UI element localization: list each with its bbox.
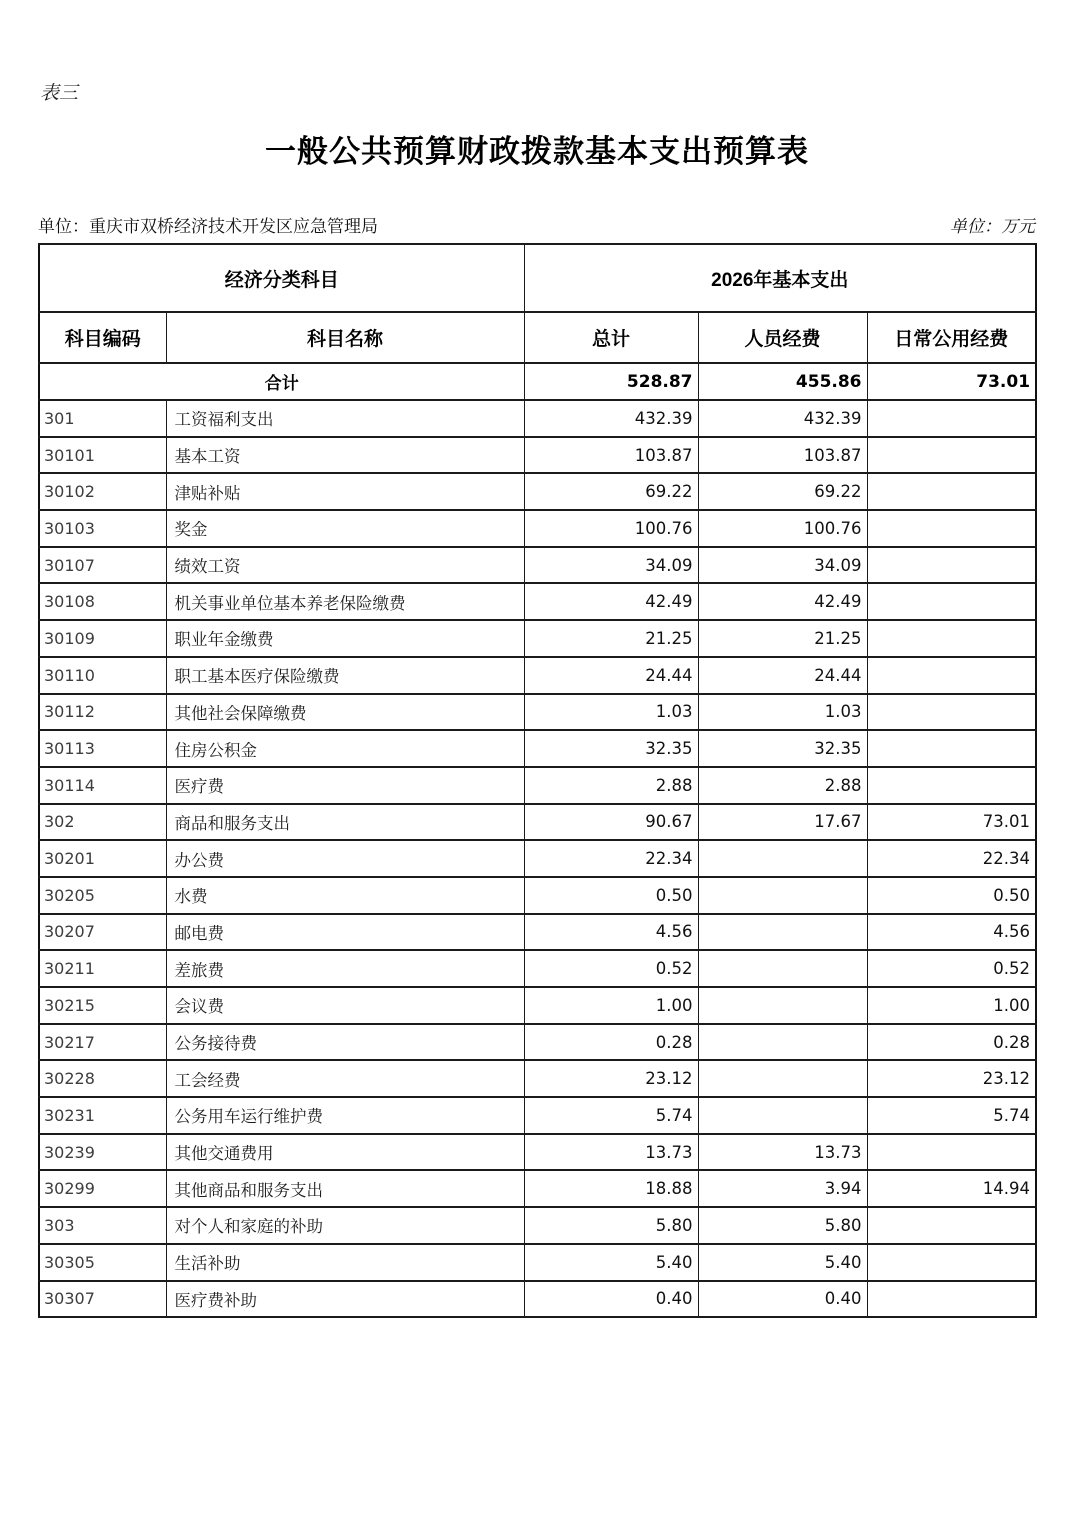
- col-header-grand-total: 总计: [524, 312, 698, 363]
- cell-subject-code: 30305: [39, 1244, 166, 1281]
- cell-daily-public: 4.56: [867, 914, 1036, 951]
- cell-subject-name: 医疗费补助: [166, 1281, 524, 1318]
- cell-subject-name: 商品和服务支出: [166, 804, 524, 841]
- table-row: [39, 1207, 1036, 1244]
- col-header-subject-name: 科目名称: [166, 312, 524, 363]
- table-number-label: 表三: [40, 82, 79, 104]
- cell-subject-name: 公务用车运行维护费: [166, 1097, 524, 1134]
- cell-subject-code: 30102: [39, 473, 166, 510]
- header-2026-basic-expenditure: 2026年基本支出: [524, 244, 1036, 312]
- budget-table: [38, 243, 1037, 1318]
- total-row: [39, 363, 1036, 400]
- cell-personnel: [698, 1060, 867, 1097]
- cell-personnel: 21.25: [698, 620, 867, 657]
- cell-daily-public: 23.12: [867, 1060, 1036, 1097]
- table-row: [39, 914, 1036, 951]
- table-row: [39, 547, 1036, 584]
- cell-personnel: [698, 914, 867, 951]
- cell-personnel: 5.80: [698, 1207, 867, 1244]
- cell-subject-name: 工资福利支出: [166, 400, 524, 437]
- col-header-personnel: 人员经费: [698, 312, 867, 363]
- table-row: [39, 730, 1036, 767]
- total-row-grand-total: 528.87: [524, 363, 698, 400]
- cell-subject-name: 其他交通费用: [166, 1134, 524, 1171]
- table-group-header-row: [39, 244, 1036, 312]
- total-row-label: 合计: [39, 363, 524, 400]
- table-row: [39, 1060, 1036, 1097]
- cell-grand-total: 2.88: [524, 767, 698, 804]
- table-row: [39, 473, 1036, 510]
- cell-daily-public: [867, 620, 1036, 657]
- cell-grand-total: 100.76: [524, 510, 698, 547]
- cell-grand-total: 90.67: [524, 804, 698, 841]
- cell-grand-total: 69.22: [524, 473, 698, 510]
- cell-grand-total: 0.52: [524, 950, 698, 987]
- cell-personnel: 100.76: [698, 510, 867, 547]
- cell-daily-public: 0.28: [867, 1024, 1036, 1061]
- cell-subject-name: 医疗费: [166, 767, 524, 804]
- cell-grand-total: 432.39: [524, 400, 698, 437]
- cell-personnel: 103.87: [698, 437, 867, 474]
- currency-unit-label: 单位：万元: [950, 217, 1035, 237]
- table-row: [39, 1097, 1036, 1134]
- table-row: [39, 767, 1036, 804]
- cell-daily-public: 0.52: [867, 950, 1036, 987]
- cell-subject-code: 30211: [39, 950, 166, 987]
- cell-subject-code: 30109: [39, 620, 166, 657]
- cell-subject-name: 水费: [166, 877, 524, 914]
- cell-subject-code: 30299: [39, 1170, 166, 1207]
- cell-personnel: 34.09: [698, 547, 867, 584]
- cell-subject-code: 30228: [39, 1060, 166, 1097]
- cell-grand-total: 5.74: [524, 1097, 698, 1134]
- cell-subject-code: 30114: [39, 767, 166, 804]
- cell-personnel: 17.67: [698, 804, 867, 841]
- cell-subject-code: 30215: [39, 987, 166, 1024]
- cell-subject-name: 会议费: [166, 987, 524, 1024]
- cell-personnel: [698, 1097, 867, 1134]
- cell-personnel: [698, 840, 867, 877]
- cell-personnel: 1.03: [698, 694, 867, 731]
- cell-subject-code: 30231: [39, 1097, 166, 1134]
- cell-daily-public: [867, 547, 1036, 584]
- cell-personnel: 69.22: [698, 473, 867, 510]
- table-row: [39, 1281, 1036, 1318]
- table-row: [39, 657, 1036, 694]
- header-economic-classification: 经济分类科目: [39, 244, 524, 312]
- cell-subject-code: 30201: [39, 840, 166, 877]
- cell-subject-name: 办公费: [166, 840, 524, 877]
- cell-subject-code: 30107: [39, 547, 166, 584]
- cell-subject-code: 30112: [39, 694, 166, 731]
- cell-grand-total: 103.87: [524, 437, 698, 474]
- cell-daily-public: [867, 694, 1036, 731]
- cell-daily-public: [867, 583, 1036, 620]
- cell-grand-total: 0.40: [524, 1281, 698, 1318]
- cell-subject-code: 30113: [39, 730, 166, 767]
- table-row: [39, 437, 1036, 474]
- cell-subject-name: 津贴补贴: [166, 473, 524, 510]
- cell-personnel: 32.35: [698, 730, 867, 767]
- cell-daily-public: [867, 1244, 1036, 1281]
- cell-grand-total: 4.56: [524, 914, 698, 951]
- cell-subject-code: 30217: [39, 1024, 166, 1061]
- table-column-header-row: [39, 312, 1036, 363]
- cell-subject-code: 30207: [39, 914, 166, 951]
- cell-grand-total: 24.44: [524, 657, 698, 694]
- reporting-unit-label: 单位：重庆市双桥经济技术开发区应急管理局: [38, 217, 378, 236]
- table-row: [39, 1134, 1036, 1171]
- cell-subject-code: 302: [39, 804, 166, 841]
- cell-daily-public: [867, 767, 1036, 804]
- cell-grand-total: 0.50: [524, 877, 698, 914]
- cell-daily-public: 22.34: [867, 840, 1036, 877]
- page-title: 一般公共预算财政拨款基本支出预算表: [265, 134, 809, 169]
- cell-personnel: 13.73: [698, 1134, 867, 1171]
- cell-subject-name: 绩效工资: [166, 547, 524, 584]
- col-header-subject-code: 科目编码: [39, 312, 166, 363]
- cell-daily-public: 73.01: [867, 804, 1036, 841]
- cell-grand-total: 1.03: [524, 694, 698, 731]
- table-row: [39, 840, 1036, 877]
- cell-grand-total: 23.12: [524, 1060, 698, 1097]
- table-row: [39, 1244, 1036, 1281]
- total-row-personnel: 455.86: [698, 363, 867, 400]
- cell-grand-total: 0.28: [524, 1024, 698, 1061]
- table-row: [39, 950, 1036, 987]
- table-row: [39, 694, 1036, 731]
- cell-daily-public: [867, 510, 1036, 547]
- cell-subject-name: 住房公积金: [166, 730, 524, 767]
- table-row: [39, 510, 1036, 547]
- cell-grand-total: 21.25: [524, 620, 698, 657]
- cell-subject-name: 公务接待费: [166, 1024, 524, 1061]
- cell-grand-total: 13.73: [524, 1134, 698, 1171]
- table-row: [39, 987, 1036, 1024]
- cell-subject-name: 对个人和家庭的补助: [166, 1207, 524, 1244]
- unit-row: [38, 212, 1035, 237]
- cell-subject-code: 30108: [39, 583, 166, 620]
- table-row: [39, 400, 1036, 437]
- cell-subject-code: 30103: [39, 510, 166, 547]
- cell-subject-name: 机关事业单位基本养老保险缴费: [166, 583, 524, 620]
- cell-subject-name: 奖金: [166, 510, 524, 547]
- cell-personnel: 2.88: [698, 767, 867, 804]
- col-header-daily-public: 日常公用经费: [867, 312, 1036, 363]
- table-row: [39, 1170, 1036, 1207]
- cell-subject-code: 303: [39, 1207, 166, 1244]
- cell-daily-public: [867, 730, 1036, 767]
- cell-daily-public: [867, 437, 1036, 474]
- cell-daily-public: 1.00: [867, 987, 1036, 1024]
- cell-daily-public: [867, 473, 1036, 510]
- cell-daily-public: [867, 1281, 1036, 1318]
- cell-grand-total: 5.40: [524, 1244, 698, 1281]
- cell-personnel: 432.39: [698, 400, 867, 437]
- cell-daily-public: [867, 400, 1036, 437]
- cell-grand-total: 18.88: [524, 1170, 698, 1207]
- cell-subject-name: 其他商品和服务支出: [166, 1170, 524, 1207]
- cell-personnel: 3.94: [698, 1170, 867, 1207]
- cell-subject-code: 301: [39, 400, 166, 437]
- cell-daily-public: 14.94: [867, 1170, 1036, 1207]
- total-row-daily-public: 73.01: [867, 363, 1036, 400]
- table-row: [39, 877, 1036, 914]
- cell-personnel: 5.40: [698, 1244, 867, 1281]
- cell-subject-name: 职业年金缴费: [166, 620, 524, 657]
- cell-daily-public: [867, 1207, 1036, 1244]
- cell-daily-public: 0.50: [867, 877, 1036, 914]
- cell-subject-code: 30239: [39, 1134, 166, 1171]
- cell-daily-public: [867, 1134, 1036, 1171]
- cell-subject-code: 30205: [39, 877, 166, 914]
- cell-personnel: 24.44: [698, 657, 867, 694]
- cell-personnel: [698, 987, 867, 1024]
- cell-grand-total: 32.35: [524, 730, 698, 767]
- cell-subject-name: 基本工资: [166, 437, 524, 474]
- cell-daily-public: 5.74: [867, 1097, 1036, 1134]
- cell-grand-total: 1.00: [524, 987, 698, 1024]
- table-row: [39, 620, 1036, 657]
- cell-subject-name: 职工基本医疗保险缴费: [166, 657, 524, 694]
- cell-subject-name: 生活补助: [166, 1244, 524, 1281]
- cell-grand-total: 5.80: [524, 1207, 698, 1244]
- cell-subject-name: 工会经费: [166, 1060, 524, 1097]
- cell-grand-total: 42.49: [524, 583, 698, 620]
- cell-daily-public: [867, 657, 1036, 694]
- cell-grand-total: 22.34: [524, 840, 698, 877]
- cell-subject-code: 30307: [39, 1281, 166, 1318]
- table-row: [39, 804, 1036, 841]
- cell-personnel: [698, 950, 867, 987]
- table-row: [39, 1024, 1036, 1061]
- cell-subject-code: 30110: [39, 657, 166, 694]
- cell-subject-name: 差旅费: [166, 950, 524, 987]
- cell-personnel: 42.49: [698, 583, 867, 620]
- cell-personnel: 0.40: [698, 1281, 867, 1318]
- cell-personnel: [698, 877, 867, 914]
- table-row: [39, 583, 1036, 620]
- cell-subject-name: 邮电费: [166, 914, 524, 951]
- cell-personnel: [698, 1024, 867, 1061]
- cell-grand-total: 34.09: [524, 547, 698, 584]
- cell-subject-code: 30101: [39, 437, 166, 474]
- cell-subject-name: 其他社会保障缴费: [166, 694, 524, 731]
